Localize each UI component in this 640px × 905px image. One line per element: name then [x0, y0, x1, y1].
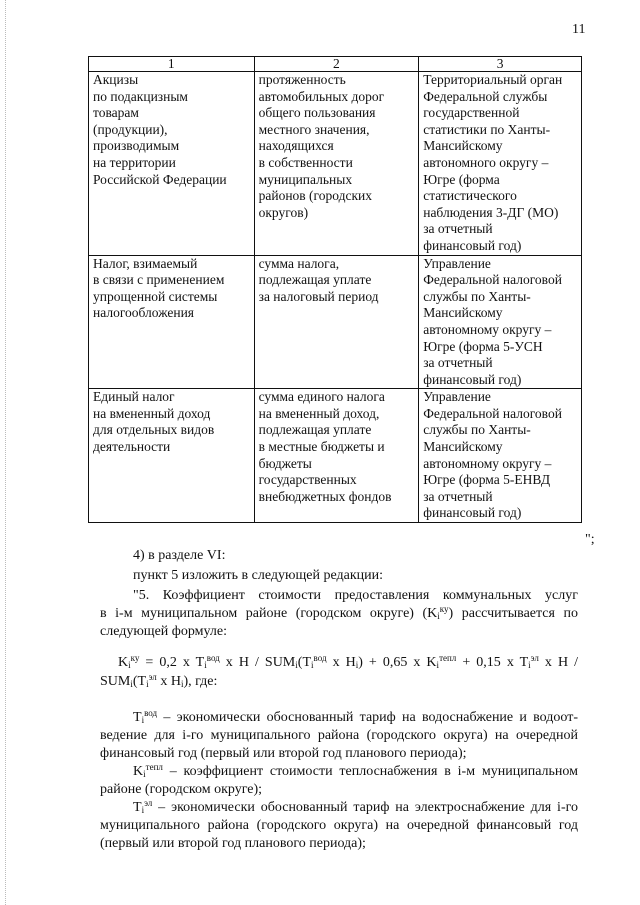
cell-line: финансовый год) [423, 371, 522, 387]
table-cell [419, 255, 582, 389]
paragraph-line: "5. Коэффициент стоимости предоставления коммунальных услуг [133, 588, 578, 603]
cell-line: за налоговый период [258, 288, 379, 304]
cell-line: налогообложения [93, 305, 195, 321]
cell-line: автономному округу – [423, 321, 552, 337]
cell-line: сумма налога, [258, 255, 340, 271]
cell-line: государственной [423, 105, 520, 121]
cell-line: Налог, взимаемый [93, 255, 198, 271]
cell-line: за отчетный [423, 488, 493, 504]
cell-line: автономного округу – [423, 154, 549, 170]
cell-line: местного значения, [258, 121, 370, 137]
cell-line: бюджеты [258, 455, 312, 471]
cell-line: в связи с применением [93, 272, 225, 288]
table-cell [89, 255, 255, 389]
cell-line: Федеральной налоговой [423, 272, 562, 288]
cell-line: округов) [258, 204, 309, 220]
cell-line: внебюджетных фондов [258, 488, 392, 504]
paragraph-line: следующей формуле: [100, 624, 227, 639]
cell-line: автономному округу – [423, 455, 552, 471]
cell-line: подлежащая уплате [258, 272, 372, 288]
table-row [89, 255, 582, 389]
cell-line: общего пользования [258, 105, 376, 121]
cell-line: Мансийскому [423, 439, 503, 455]
paragraph-line: в i-м муниципальном районе (городском округе) $(K_i^{ку})$ рассчитывается по [100, 604, 578, 621]
cell-line: государственных [258, 472, 357, 488]
cell-line: протяженность [258, 72, 346, 87]
cell-line: Управление [423, 255, 491, 271]
table-row [89, 389, 582, 523]
table-header-cell: 2 [254, 57, 419, 72]
table-cell [254, 255, 419, 389]
formula-line: $K_i^{ку} = 0,2$ x $T_i^{вод}$ x H / $SUM_i(T_i^{вод}$ x $H_i) + 0,65$ x $K_i^{тепл} + 0,15$ x $T_i^{эл}$ x H / [118, 653, 578, 670]
formula-line: $SUM_i(T_i^{эл}$ x $H_i$), где: [100, 672, 218, 689]
cell-line: Управление [423, 389, 491, 405]
cell-line: муниципальных [258, 171, 353, 187]
cell-line: Территориальный орган [423, 72, 563, 87]
cell-line: Югре (форма 5-УСН [423, 338, 543, 354]
cell-line: деятельности [93, 439, 171, 455]
page-edge-mark [5, 0, 6, 905]
cell-line: за отчетный [423, 221, 493, 237]
definition-line: финансовый год (первый или второй год планового периода); [100, 746, 467, 761]
table-cell [254, 72, 419, 256]
definition-line: ведение для i-го муниципального района (городского округа) на очередной [100, 728, 578, 743]
page-number: 11 [572, 22, 586, 37]
closing-quote: "; [585, 532, 595, 547]
cell-line: для отдельных видов [93, 422, 215, 438]
cell-line: статистики по Ханты- [423, 121, 551, 137]
cell-line: на территории [93, 154, 176, 170]
definition-line: $T_i^{эл}$ – экономически обоснованный тариф на электроснабжение для i-го [133, 798, 578, 815]
table-cell [419, 72, 582, 256]
cell-line: находящихся [258, 138, 334, 154]
table-cell [419, 389, 582, 523]
table-row [89, 72, 582, 256]
definition-line: $K_i^{тепл}$ – коэффициент стоимости теплоснабжения в i-м муниципальном [133, 762, 578, 779]
cell-line: службы по Ханты- [423, 422, 531, 438]
cell-line: на вмененный доход, [258, 405, 380, 421]
cell-line: Федеральной налоговой [423, 405, 562, 421]
cell-line: Акцизы [93, 72, 139, 87]
cell-line: службы по Ханты- [423, 288, 531, 304]
cell-line: сумма единого налога [258, 389, 385, 405]
cell-line: по подакцизным [93, 88, 188, 104]
cell-line: автомобильных дорог [258, 88, 385, 104]
cell-line: Югре (форма [423, 171, 500, 187]
table-header-cell: 3 [419, 57, 582, 72]
cell-line: Российской Федерации [93, 171, 227, 187]
table-header-cell: 1 [89, 57, 255, 72]
table-cell [89, 389, 255, 523]
table-cell [254, 389, 419, 523]
table-cell [89, 72, 255, 256]
cell-line: производимым [93, 138, 180, 154]
cell-line: наблюдения 3-ДГ (МО) [423, 204, 559, 220]
definition-line: $T_i^{вод}$ – экономически обоснованный тариф на водоснабжение и водоот- [133, 708, 578, 725]
cell-line: финансовый год) [423, 237, 522, 253]
cell-line: Мансийскому [423, 305, 503, 321]
item-line: пункт 5 изложить в следующей редакции: [133, 568, 383, 583]
revenue-source-table [88, 56, 582, 523]
cell-line: Единый налог [93, 389, 175, 405]
cell-line: на вмененный доход [93, 405, 211, 421]
definition-line: муниципального района (городского округа) на очередной финансовый год [100, 818, 578, 833]
section-line: 4) в разделе VI: [133, 548, 226, 563]
definition-line: районе (городском округе); [100, 782, 263, 797]
definition-line: (первый или второй год планового периода); [100, 836, 366, 851]
cell-line: (продукции), [93, 121, 168, 137]
cell-line: статистического [423, 188, 517, 204]
cell-line: подлежащая уплате [258, 422, 372, 438]
cell-line: финансовый год) [423, 505, 522, 521]
cell-line: в местные бюджеты и [258, 439, 385, 455]
table-header-row [89, 57, 582, 72]
cell-line: Югре (форма 5-ЕНВД [423, 472, 551, 488]
cell-line: в собственности [258, 154, 353, 170]
cell-line: товарам [93, 105, 139, 121]
cell-line: за отчетный [423, 355, 493, 371]
cell-line: упрощенной системы [93, 288, 218, 304]
cell-line: Федеральной службы [423, 88, 548, 104]
cell-line: районов (городских [258, 188, 373, 204]
cell-line: Мансийскому [423, 138, 503, 154]
